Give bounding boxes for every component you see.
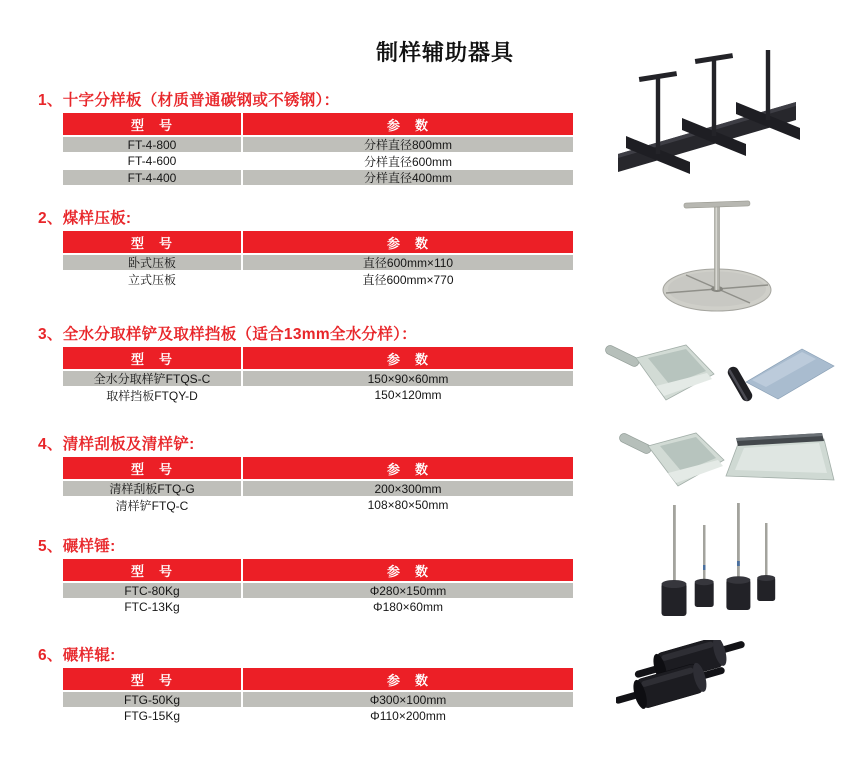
col-header-model: 型 号 — [63, 457, 241, 479]
coal-sample-press-photo — [642, 190, 797, 320]
model-cell: 卧式压板 — [63, 255, 241, 270]
table-row — [63, 272, 575, 287]
param-cell: Φ300×100mm — [243, 692, 573, 707]
spec-table — [63, 668, 575, 725]
table-header-row — [63, 559, 575, 581]
model-cell: 清样铲FTQ-C — [63, 498, 241, 513]
table-header-row — [63, 668, 575, 690]
col-header-param: 参 数 — [243, 457, 573, 479]
param-cell: 直径600mm×110 — [243, 255, 573, 270]
col-header-param: 参 数 — [243, 113, 573, 135]
table-row — [63, 170, 575, 185]
col-header-param: 参 数 — [243, 347, 573, 369]
moisture-sampling-scoop-and-baffle-photo — [604, 338, 840, 404]
table-row — [63, 709, 575, 724]
section-heading: 3、全水分取样铲及取样挡板（适合13mm全水分样）： — [38, 326, 417, 343]
model-cell: 全水分取样铲FTQS-C — [63, 371, 241, 386]
table-row — [63, 255, 575, 270]
param-cell: 分样直径400mm — [243, 170, 573, 185]
param-cell: 108×80×50mm — [243, 498, 573, 513]
col-header-model: 型 号 — [63, 668, 241, 690]
spec-table — [63, 457, 575, 514]
section-heading: 4、清样刮板及清样铲: — [38, 436, 195, 453]
model-cell: 立式压板 — [63, 272, 241, 287]
param-cell: Φ180×60mm — [243, 600, 573, 615]
model-cell: FT-4-800 — [63, 137, 241, 152]
param-cell: 150×90×60mm — [243, 371, 573, 386]
col-header-model: 型 号 — [63, 231, 241, 253]
model-cell: 取样挡板FTQY-D — [63, 388, 241, 403]
table-row — [63, 154, 575, 169]
section-heading: 5、碾样锤: — [38, 538, 116, 555]
spec-table — [63, 559, 575, 616]
param-cell: 分样直径600mm — [243, 154, 573, 169]
col-header-param: 参 数 — [243, 231, 573, 253]
table-row — [63, 692, 575, 707]
col-header-model: 型 号 — [63, 559, 241, 581]
table-row — [63, 137, 575, 152]
model-cell: FTG-50Kg — [63, 692, 241, 707]
spec-table — [63, 231, 575, 288]
spec-table — [63, 113, 575, 187]
model-cell: FTC-13Kg — [63, 600, 241, 615]
table-row — [63, 388, 575, 403]
param-cell: Φ280×150mm — [243, 583, 573, 598]
spec-table — [63, 347, 575, 404]
table-header-row — [63, 457, 575, 479]
model-cell: 清样刮板FTQ-G — [63, 481, 241, 496]
param-cell: Φ110×200mm — [243, 709, 573, 724]
model-cell: FT-4-600 — [63, 154, 241, 169]
param-cell: 直径600mm×770 — [243, 272, 573, 287]
model-cell: FTG-15Kg — [63, 709, 241, 724]
param-cell: 150×120mm — [243, 388, 573, 403]
section-heading: 6、碾样辊: — [38, 647, 116, 664]
model-cell: FTC-80Kg — [63, 583, 241, 598]
table-row — [63, 583, 575, 598]
table-row — [63, 600, 575, 615]
param-cell: 200×300mm — [243, 481, 573, 496]
table-row — [63, 498, 575, 513]
sample-grinding-hammers-photo — [646, 503, 796, 623]
table-header-row — [63, 231, 575, 253]
col-header-param: 参 数 — [243, 668, 573, 690]
table-row — [63, 371, 575, 386]
cross-sample-divider-photo — [612, 50, 810, 188]
table-header-row — [63, 347, 575, 369]
model-cell: FT-4-400 — [63, 170, 241, 185]
section-heading: 2、煤样压板: — [38, 210, 132, 227]
table-row — [63, 481, 575, 496]
param-cell: 分样直径800mm — [243, 137, 573, 152]
sample-grinding-rollers-photo — [616, 640, 748, 718]
section-heading: 1、十字分样板（材质普通碳钢或不锈钢）： — [38, 92, 340, 109]
col-header-param: 参 数 — [243, 559, 573, 581]
col-header-model: 型 号 — [63, 347, 241, 369]
col-header-model: 型 号 — [63, 113, 241, 135]
cleaning-scraper-and-scoop-photo — [610, 428, 838, 492]
page-title: 制样辅助器具 — [375, 40, 514, 65]
table-header-row — [63, 113, 575, 135]
